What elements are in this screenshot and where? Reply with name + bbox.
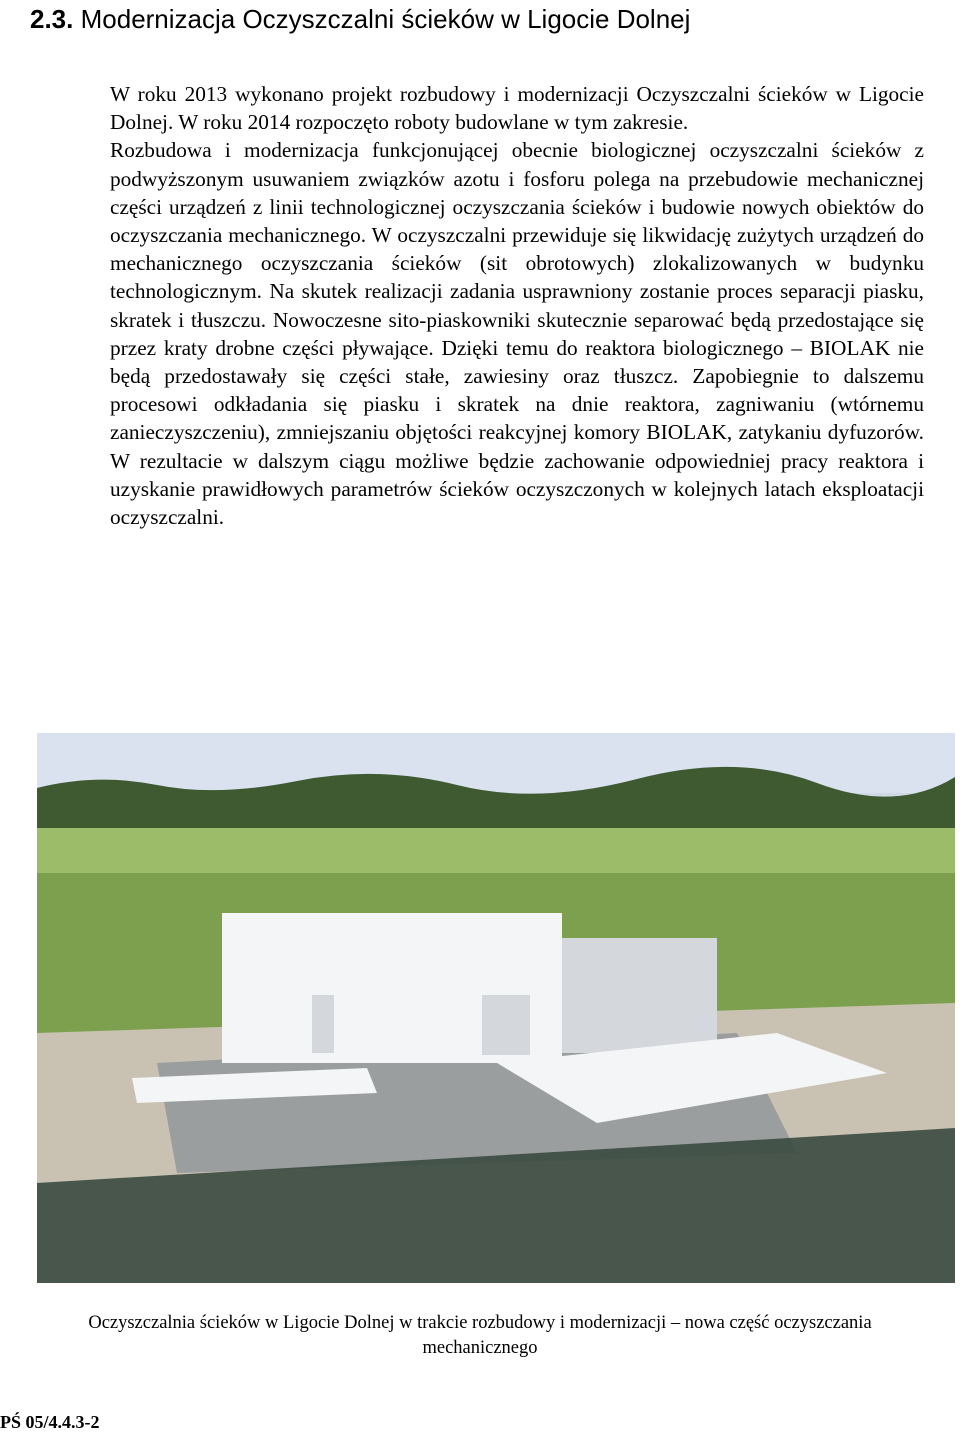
photo-door-2: [482, 995, 530, 1055]
body-text: [110, 80, 924, 531]
section-title: Modernizacja Oczyszczalni ścieków w Ligocie Dolnej: [80, 4, 691, 34]
photo-door-1: [312, 995, 334, 1053]
paragraph-description: Rozbudowa i modernizacja funkcjonującej obecnie biologicznej oczyszczalni ścieków z podwyższonym usuwaniem związków azotu i fosforu polega na przebudowie mechanicznej części urządzeń z linii technologicznej oczyszczania ścieków i budowie nowych obiektów do oczyszczania mechanicznego. W oczyszczalni przewiduje się likwidację zużytych urządzeń do mechanicznego oczyszczania ścieków (sit obrotowych) zlokalizowanych w budynku technologicznym. Na skutek realizacji zadania usprawniony zostanie proces separacji piasku, skratek i tłuszczu. Nowoczesne sito-piaskowniki skutecznie separować będą przedostające się przez kraty drobne części pływające. Dzięki temu do reaktora biologicznego – BIOLAK nie będą przedostawały się części stałe, zawiesiny oraz tłuszcz. Zapobiegnie to dalszemu procesowi odkładania się piasku i skratek na dnie reaktora, zagniwaniu (wtórnemu zanieczyszczeniu), zmniejszaniu objętości reakcyjnej komory BIOLAK, zatykaniu dyfuzorów. W rezultacie w dalszym ciągu możliwe będzie zachowanie odpowiedniej pracy reaktora i uzyskanie prawidłowych parametrów ścieków oczyszczonych w kolejnych latach eksploatacji oczyszczalni.: [110, 138, 924, 530]
section-number: 2.3.: [30, 4, 74, 34]
paragraph-intro: W roku 2013 wykonano projekt rozbudowy i modernizacji Oczyszczalni ścieków w Ligocie Dolnej. W roku 2014 rozpoczęto roboty budowlane w tym zakresie.: [110, 82, 924, 135]
plant-photo-illustration: [37, 733, 955, 1283]
section-heading: [30, 2, 930, 36]
plant-photo: [37, 733, 955, 1283]
photo-caption: Oczyszczalnia ścieków w Ligocie Dolnej w trakcie rozbudowy i modernizacji – nowa część oczyszczania mechanicznego: [88, 1313, 872, 1358]
footer-code: PŚ 05/4.4.3-2: [0, 1412, 100, 1432]
photo-building-side: [562, 938, 717, 1053]
